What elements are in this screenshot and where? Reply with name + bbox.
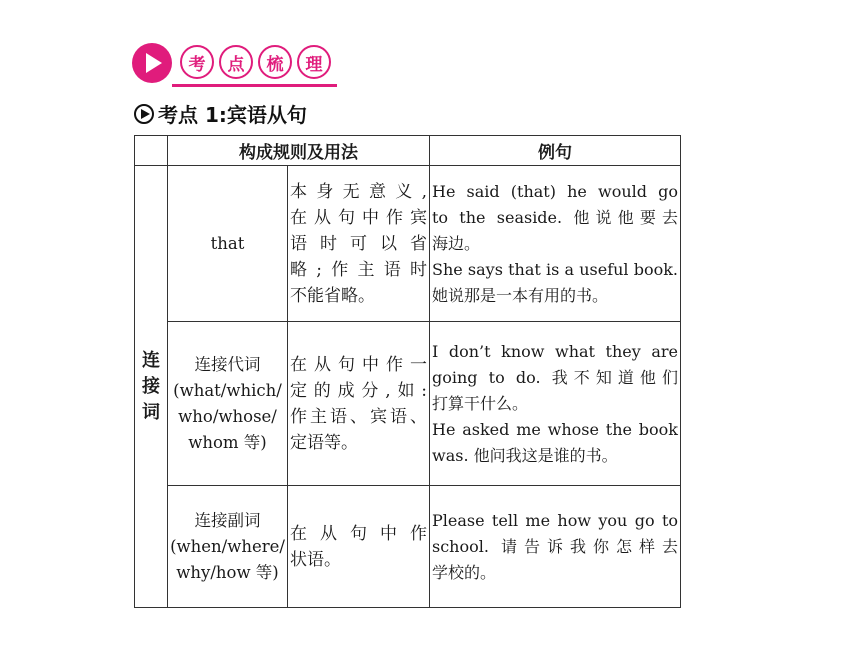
banner-char: 梳 xyxy=(258,45,292,79)
banner-underline xyxy=(172,84,337,87)
play-icon xyxy=(132,43,172,83)
category-char: 词 xyxy=(142,401,160,423)
grammar-table xyxy=(134,135,681,608)
example-line: He asked me whose the book xyxy=(432,419,678,439)
play-bullet-icon xyxy=(134,104,154,124)
usage-line: 作主语、宾语、 xyxy=(290,406,427,427)
example-line: 她说那是一本有用的书。 xyxy=(432,285,609,305)
rule-cell xyxy=(168,166,288,322)
usage-line: 定语等。 xyxy=(290,432,358,453)
category-char: 连 xyxy=(142,349,160,371)
rule-line: 连接代词 xyxy=(194,354,261,374)
example-line: to the seaside. 他说他要去 xyxy=(432,207,678,227)
example-line: 学校的。 xyxy=(432,562,497,582)
section-heading xyxy=(134,99,307,128)
example-line: He said (that) he would go xyxy=(432,181,678,201)
example-line: Please tell me how you go to xyxy=(432,510,678,530)
rule-line: (what/which/ xyxy=(173,380,282,400)
table-row xyxy=(135,322,681,486)
usage-line: 语时可以省 xyxy=(290,233,427,254)
rule-line: 连接副词 xyxy=(194,510,261,530)
category-cell xyxy=(135,166,168,608)
usage-line: 略;作主语时 xyxy=(290,259,427,280)
rule-line: why/how 等) xyxy=(176,562,279,582)
usage-line: 在从句中作 xyxy=(290,523,427,544)
header-rule: 构成规则及用法 xyxy=(168,136,430,166)
usage-line: 定的成分,如: xyxy=(290,380,427,401)
usage-line: 不能省略。 xyxy=(290,285,375,306)
rule-line: that xyxy=(210,233,245,253)
banner-char: 考 xyxy=(180,45,214,79)
usage-line: 状语。 xyxy=(290,549,341,570)
example-line: school. 请告诉我你怎样去 xyxy=(432,536,678,556)
header-blank xyxy=(135,136,168,166)
banner-title xyxy=(180,45,331,79)
rule-line: (when/where/ xyxy=(170,536,285,556)
usage-line: 本身无意义, xyxy=(290,181,427,202)
example-line: 海边。 xyxy=(432,233,481,253)
header-example: 例句 xyxy=(430,136,681,166)
category-char: 接 xyxy=(142,375,160,397)
usage-cell xyxy=(288,322,430,486)
rule-line: whom 等) xyxy=(188,432,267,452)
usage-line: 在从句中作一 xyxy=(290,354,427,375)
rule-line: who/whose/ xyxy=(178,406,277,426)
usage-cell xyxy=(288,486,430,608)
banner-char: 理 xyxy=(297,45,331,79)
section-heading-text: 考点 1:宾语从句 xyxy=(158,103,307,127)
table-header-row xyxy=(135,136,681,166)
example-line: was. 他问我这是谁的书。 xyxy=(432,445,618,465)
example-cell xyxy=(430,486,681,608)
section-banner xyxy=(132,40,337,90)
example-line: 打算干什么。 xyxy=(432,393,529,413)
usage-cell xyxy=(288,166,430,322)
rule-cell xyxy=(168,322,288,486)
table-row xyxy=(135,166,681,322)
usage-line: 在从句中作宾 xyxy=(290,207,427,228)
rule-cell xyxy=(168,486,288,608)
example-line: going to do. 我不知道他们 xyxy=(432,367,678,387)
example-cell xyxy=(430,166,681,322)
banner-char: 点 xyxy=(219,45,253,79)
example-line: She says that is a useful book. xyxy=(432,259,678,279)
example-line: I don’t know what they are xyxy=(432,341,678,361)
table-row xyxy=(135,486,681,608)
example-cell xyxy=(430,322,681,486)
